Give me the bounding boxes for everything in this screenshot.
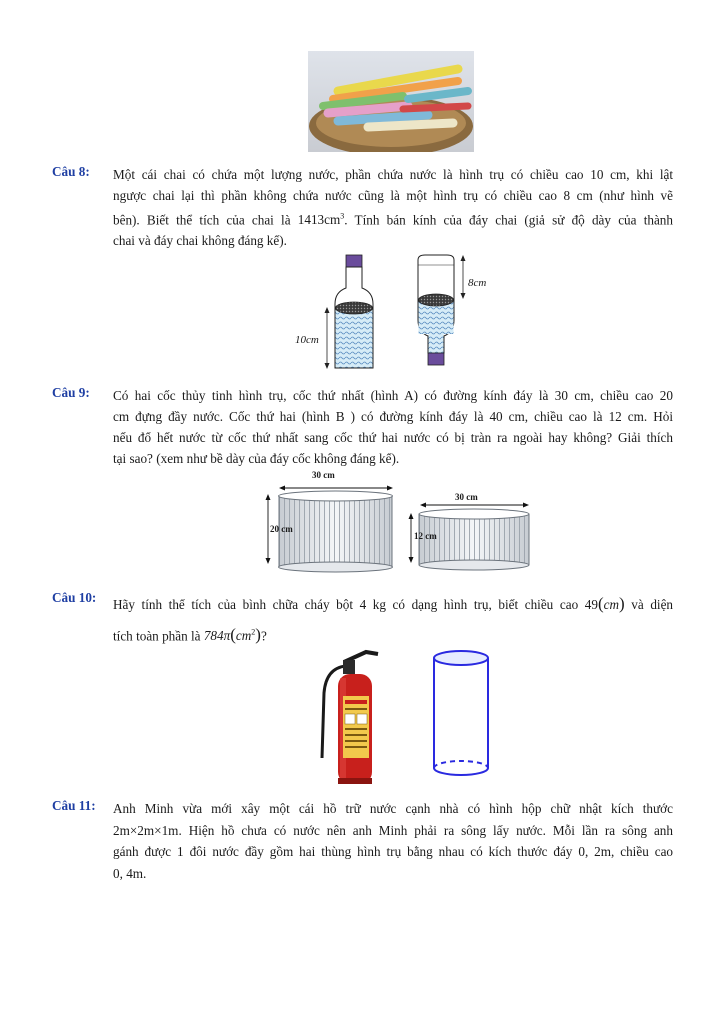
fire-extinguisher-image xyxy=(316,648,384,788)
straws-photo xyxy=(308,51,474,152)
q10-label: Câu 10: xyxy=(52,590,97,605)
q8-line2: ngược chai lại thì phần không chứa nước cũng là một hình trụ có chiều cao 8 cm (như hình vẽ xyxy=(113,188,673,203)
q9-line4: tại sao? (xem như bề dày của đáy cốc không đáng kể). xyxy=(113,451,400,466)
q9-text xyxy=(113,385,673,469)
q8-line1: Một cái chai có chứa một lượng nước, phần chứa nước là hình trụ có chiều cao 10 cm, khi lật xyxy=(113,167,673,182)
q10-height: 49(cm) xyxy=(584,594,625,613)
q8-line3 xyxy=(113,206,673,230)
q8-line4: chai và đáy chai không đáng kể). xyxy=(113,233,287,249)
q8-line3b: . Tính bán kính của đáy chai (giả sử độ dày của thành xyxy=(344,212,673,228)
bottles-figure xyxy=(285,250,500,375)
q11-line2b: . Hiện hồ chưa có nước nên anh Minh phải ra sông lấy nước. Mỗi lần ra sông anh xyxy=(178,822,673,838)
q11-height: 0, 4m xyxy=(113,865,144,881)
q10-line1b: và diện xyxy=(631,597,674,612)
glass-a xyxy=(279,491,393,572)
q10-line1 xyxy=(113,590,673,619)
q9-label: Câu 9: xyxy=(52,385,90,400)
q10-area: $784\pi(cm^2)$ xyxy=(203,625,261,645)
q11-line3c: , chiều cao xyxy=(611,844,674,859)
q8-label: Câu 8: xyxy=(52,164,90,179)
label-8cm: 8cm xyxy=(468,277,487,289)
q10-line1a: Hãy tính thể tích của bình chữa cháy bột 4 kg có dạng hình trụ, biết chiều cao xyxy=(113,597,579,612)
q8-volume: $1413cm^3$ xyxy=(297,212,345,228)
q10-text xyxy=(113,590,673,650)
q8-line3a: bên). Biết thể tích của chai là xyxy=(113,212,291,228)
q8-text xyxy=(113,164,673,251)
bottle-upright xyxy=(335,255,373,368)
glass-b-height-label: 12 cm xyxy=(414,531,437,541)
q10-line2b: ? xyxy=(260,628,267,644)
q11-line3a: gánh được 1 đôi nước đầy gồm hai thùng hình trụ bằng nhau có kích thước đáy xyxy=(113,844,573,859)
q11-line3 xyxy=(113,841,673,863)
q11-label: Câu 11: xyxy=(52,798,96,813)
q9-line2: cm đựng đầy nước. Cốc thứ hai (hình B ) có đường kính đáy là 40 cm, chiều cao là 12 cm. Hỏi xyxy=(113,409,673,424)
q10-line2 xyxy=(113,619,673,650)
q9-line1: Có hai cốc thủy tinh hình trụ, cốc thứ nhất (hình A) có đường kính đáy là 30 cm, chiều cao 20 xyxy=(113,388,673,403)
q11-text xyxy=(113,798,673,884)
glass-a-width-label: 30 cm xyxy=(312,470,335,480)
cylinder-diagram xyxy=(428,648,494,780)
q11-line2 xyxy=(113,820,673,842)
q11-line4: 0, 4m. xyxy=(113,865,147,881)
bottle-inverted xyxy=(418,255,454,365)
q9-line3: nếu đổ hết nước từ cốc thứ nhất sang cốc thứ hai nước có bị tràn ra ngoài hay không? Giải thích xyxy=(113,430,673,445)
label-10cm: 10cm xyxy=(295,334,319,346)
q11-base: 0, 2m xyxy=(578,844,612,859)
glasses-figure xyxy=(262,468,537,576)
q10-line2a: tích toàn phần là xyxy=(113,628,201,644)
q11-line1: Anh Minh vừa mới xây một cái hồ trữ nước cạnh nhà có hình hộp chữ nhật kích thước xyxy=(113,801,673,816)
glass-a-height-label: 20 cm xyxy=(270,524,293,534)
q11-dimensions: 2m×2m×1m xyxy=(113,822,179,838)
glass-b-width-label: 30 cm xyxy=(455,492,478,502)
